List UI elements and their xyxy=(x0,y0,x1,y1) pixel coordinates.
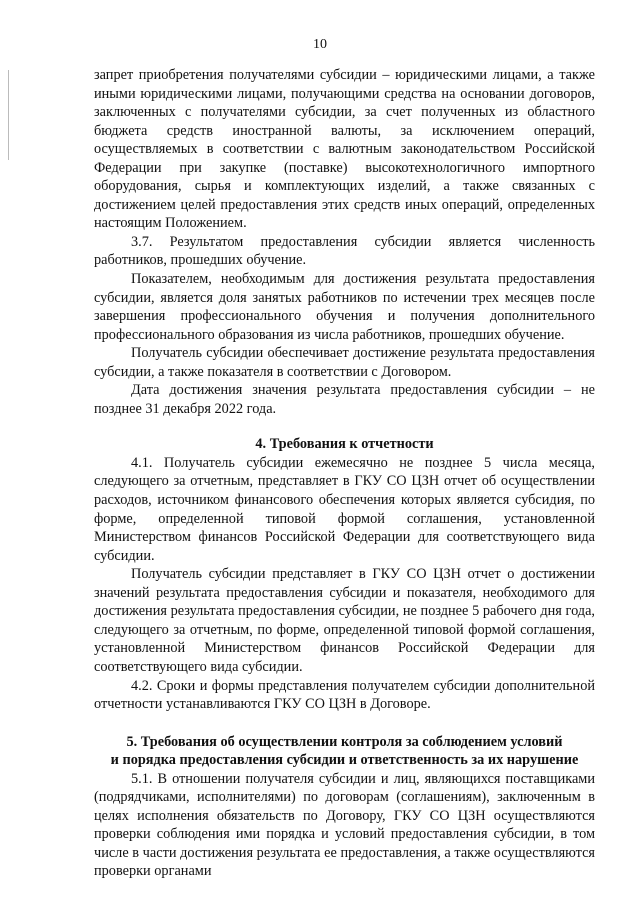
paragraph-4-2: 4.2. Сроки и формы представления получателем субсидии дополнительной отчетности устанавливаются ГКУ СО ЦЗН в Договоре. xyxy=(94,677,595,713)
paragraph-prohibition: запрет приобретения получателями субсидии – юридическими лицами, а также иными юридическими лицами, получающими средства на основании договоров, заключенных с получателями субсидии, за счет полученных из областного бюджета средств иностранной валюты, за исключением операций, осуществляемых в соответствии с валютным законодательством Российской Федерации при закупке (поставке) высокотехнологичного импортного оборудования, сырья и комплектующих изделий, а также связанных с достижением целей предоставления этих средств иных операций, определенных настоящим Положением. xyxy=(94,67,595,232)
paragraph-recipient-ensures: Получатель субсидии обеспечивает достижение результата предоставления субсидии, а также показателя в соответствии с Договором. xyxy=(94,345,595,380)
page-number: 10 xyxy=(313,37,327,52)
paragraph-achievement-date: Дата достижения значения результата предоставления субсидии – не позднее 31 декабря 2022 года. xyxy=(94,382,595,417)
section-5-heading-line2: и порядка предоставления субсидии и ответственность за их нарушение xyxy=(110,752,579,769)
paragraph-3-7: 3.7. Результатом предоставления субсидии является численность работников, прошедших обучение. xyxy=(94,233,595,269)
paragraph-indicator: Показателем, необходимым для достижения результата предоставления субсидии, является доля занятых работников по истечении трех месяцев после завершения профессионального обучения и получения дополнительного профессионального образования из числа работников, прошедших обучение. xyxy=(94,271,595,343)
document-body xyxy=(94,66,595,881)
paragraph-4-1-report: Получатель субсидии представляет в ГКУ СО ЦЗН отчет о достижении значений результата предоставления субсидии и показателя, необходимого для достижения результата предоставления субсидии, не позднее 5 рабочего дня года, следующего за отчетным, по форме, определенной типовой формой соглашения, установленной Министерством финансов Российской Федерации для соответствующего вида субсидии. xyxy=(94,566,595,675)
section-5-heading-line1: 5. Требования об осуществлении контроля за соблюдением условий xyxy=(126,733,563,750)
scan-edge-mark xyxy=(8,70,9,160)
section-gap xyxy=(94,714,595,733)
section-4-heading: 4. Требования к отчетности xyxy=(255,436,434,453)
paragraph-4-1: 4.1. Получатель субсидии ежемесячно не позднее 5 числа месяца, следующего за отчетным, представляет в ГКУ СО ЦЗН отчет об осуществлении расходов, источником финансового обеспечения которых является субсидия, по форме, определенной типовой формой соглашения, установленной Министерством финансов Российской Федерации для соответствующего вида субсидии. xyxy=(94,454,595,564)
section-gap xyxy=(94,418,595,435)
paragraph-5-1: 5.1. В отношении получателя субсидии и лиц, являющихся поставщиками (подрядчиками, исполнителями) по договорам (соглашениям), заключенным в целях исполнения обязательств по Договору, ГКУ СО ЦЗН осуществляются проверки соблюдения ими порядка и условий предоставления субсидии, в том числе в части достижения результата ее предоставления, а также осуществляются проверки органами xyxy=(94,770,595,880)
